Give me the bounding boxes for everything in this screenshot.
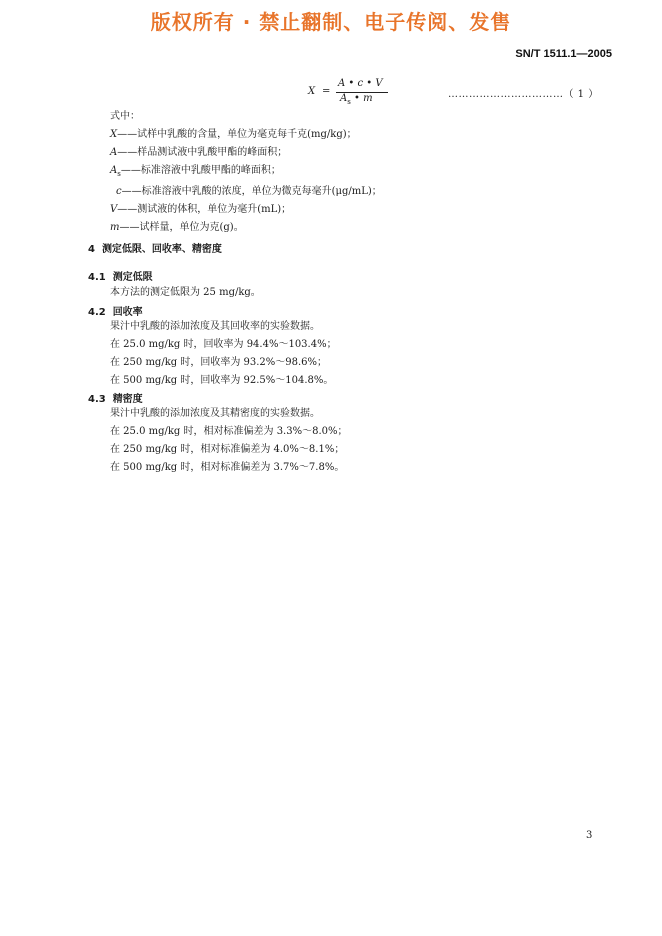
equation-number: ……………………………（ 1 ） xyxy=(448,89,599,100)
document-code: SN/T 1511.1—2005 xyxy=(515,48,612,60)
paragraph-line: 果汁中乳酸的添加浓度及其精密度的实验数据。 xyxy=(110,408,320,419)
variable-item: $A_s——$标准溶液中乳酸甲酯的峰面积； xyxy=(110,165,281,178)
paragraph-line: 在 500 mg/kg 时，相对标准偏差为 3.7%～7.8%。 xyxy=(110,462,345,473)
paragraph-line: 果汁中乳酸的添加浓度及其回收率的实验数据。 xyxy=(110,321,320,332)
section-4-1-body xyxy=(110,284,261,302)
variable-item: m——试样量，单位为克(g)。 xyxy=(110,222,244,233)
paragraph-line: 在 25.0 mg/kg 时，相对标准偏差为 3.3%～8.0%； xyxy=(110,426,348,437)
watermark-banner: 版权所有 · 禁止翻制、电子传阅、发售 xyxy=(150,10,512,34)
paragraph-line: 在 250 mg/kg 时，回收率为 93.2%～98.6%； xyxy=(110,357,328,368)
variable-item: V——测试液的体积，单位为毫升(mL)； xyxy=(110,204,292,215)
section-4-1-heading: 4.1 测定低限 xyxy=(88,272,153,283)
variable-list xyxy=(110,126,382,237)
variable-item: A——样品测试液中乳酸甲酯的峰面积； xyxy=(110,147,288,158)
section-4-3-body xyxy=(110,405,348,477)
formula-denominator: $A_s$ • m xyxy=(340,93,373,106)
paragraph-line: 在 500 mg/kg 时，回收率为 92.5%～104.8%。 xyxy=(110,375,334,386)
formula-equals: = xyxy=(322,86,331,97)
section-4-heading: 4 测定低限、回收率、精密度 xyxy=(88,244,222,255)
section-4-2-body xyxy=(110,318,337,390)
formula-lhs: X xyxy=(308,86,316,97)
page-number: 3 xyxy=(586,830,593,841)
paragraph-line: 本方法的测定低限为 25 mg/kg。 xyxy=(110,287,261,298)
variable-item: c——标准溶液中乳酸的浓度，单位为微克每毫升(μg/mL)； xyxy=(116,186,382,197)
formula-numerator: A • c • V xyxy=(338,78,383,89)
section-4-3-heading: 4.3 精密度 xyxy=(88,394,143,405)
where-label: 式中： xyxy=(110,111,140,122)
section-4-2-heading: 4.2 回收率 xyxy=(88,307,143,318)
paragraph-line: 在 250 mg/kg 时，相对标准偏差为 4.0%～8.1%； xyxy=(110,444,345,455)
paragraph-line: 在 25.0 mg/kg 时，回收率为 94.4%～103.4%； xyxy=(110,339,337,350)
variable-item: X——试样中乳酸的含量，单位为毫克每千克(mg/kg)； xyxy=(110,129,357,140)
